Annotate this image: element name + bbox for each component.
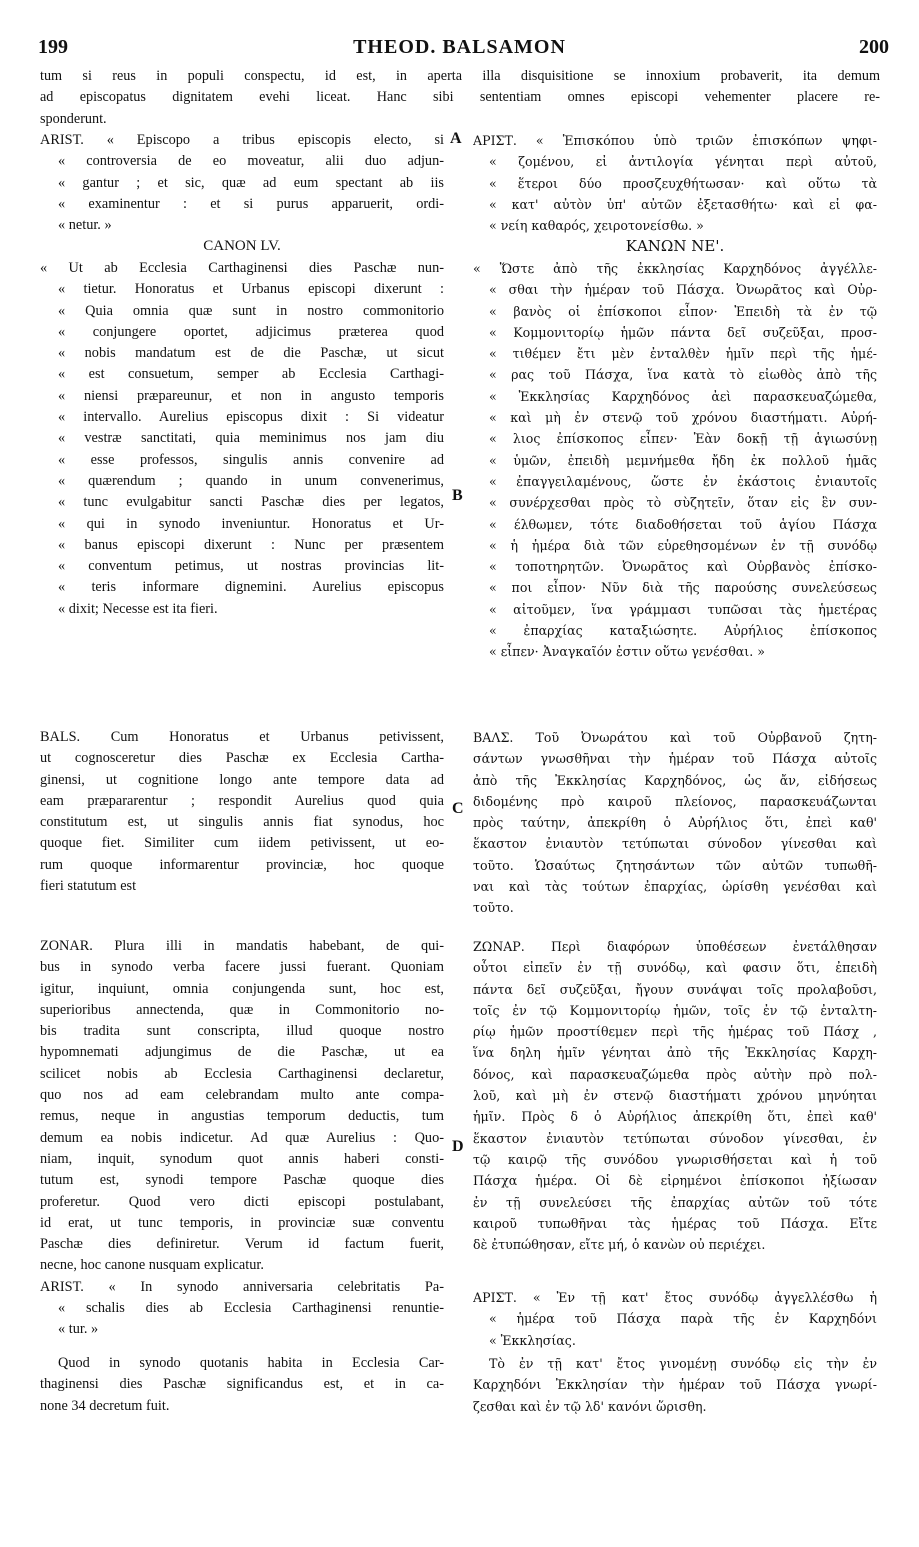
running-header [0, 36, 919, 62]
text-line: « conjungere oportet, adjicimus præterea quod [58, 323, 444, 340]
text-line: « Ἐκκλησίας. [489, 1332, 576, 1348]
text-line: ζεσθαι καὶ ἐν τῷ λδ' κανόνι ὥρισθη. [473, 1398, 707, 1414]
latin-arist-summary [40, 130, 444, 258]
text-line: fieri statutum est [40, 878, 137, 895]
text-line: ginensi, ut cognitione longo ante tempore data ad [40, 771, 444, 788]
text-line: necne, hoc canone nusquam explicatur. [40, 1257, 264, 1274]
text-line: « controversia de eo moveatur, alii duo adjun- [58, 153, 444, 170]
text-line: « ποι εἶπον· Νῦν διὰ τῆς παρούσης συνελεύσεως [489, 580, 877, 596]
text-line: ἀπὸ τῆς Ἐκκλησίας Καρχηδόνος, ὡς ἄν, εἰδήσεως [473, 772, 877, 788]
text-line: bus in synodo verba facere jussi fuerant. Quoniam [40, 959, 444, 976]
text-line: « κατ' αὐτὸν ὑπ' αὐτῶν ἐξετασθήτω· καὶ εἰ φα- [489, 196, 877, 212]
page-number-left: 199 [38, 36, 68, 58]
text-line: « tunc evulgabitur sancti Paschæ dies per legatos, [58, 494, 444, 511]
text-line: ARIST. « In synodo anniversaria celebritatis Pa- [40, 1278, 444, 1295]
text-line: « conventum petimus, ut nostras provincias lit- [58, 558, 444, 575]
text-line: Quod in synodo quotanis habita in Ecclesia Car- [58, 1355, 444, 1371]
text-line: remus, neque in angustias temporum deductis, tum [40, 1108, 444, 1125]
text-line: « ἕτεροι δύο προσζευχθήτωσαν· καὶ οὕτω τὰ [489, 175, 877, 191]
text-line: « σθαι τὴν ἡμέραν τοῦ Πάσχα. Ὀνωρᾶτος καὶ Οὐρ- [489, 282, 877, 298]
text-line: πάντα δεῖ συζεῦξαι, ἤγουν συνάψαι τοῖς προλαβοῦσι, [473, 981, 877, 997]
text-line: rum quoque informarentur provinciæ, hoc quoque [40, 856, 444, 873]
text-line: proferetur. Quod vero dicti episcopi postulabant, [40, 1193, 444, 1210]
text-line: « gantur ; et sic, quæ ad eum spectant ab iis [58, 174, 444, 191]
margin-letter-b: B [452, 487, 463, 504]
text-line: « ἐπαρχίας καταξιώσητε. Αὐρήλιος ἐπίσκοπος [489, 623, 877, 639]
text-line: « quærendum ; quando in unum convenerimus, [58, 472, 444, 489]
canon-heading-latin: CANON LV. [203, 238, 281, 255]
text-line: ut cognosceretur dies Paschæ ex Ecclesia Cartha- [40, 750, 444, 767]
text-line: ΑΡΙΣΤ. « Ἐν τῇ κατ' ἔτος συνόδῳ ἀγγελλέσθω ἡ [473, 1290, 877, 1305]
text-line: ἕκαστον ἐνιαυτὸν τετύπωται σύνοδον γίνεσθαι, ἐν [473, 1130, 877, 1146]
text-line: λοῦ, καὶ μὴ ἐν στενῷ διαστήματι χρόνου μηνύηται [473, 1088, 877, 1104]
text-line: « tur. » [58, 1321, 99, 1338]
text-line: « λιος ἐπίσκοπος εἶπεν· Ἐὰν δοκῇ τῇ ἁγιωσύνῃ [489, 431, 877, 447]
text-line: Paschæ dies definiretur. Verum id factum fuerit, [40, 1236, 444, 1253]
text-line: tutum est, synodi tempore Paschæ quoque dies [40, 1172, 444, 1189]
canon-heading-greek: ΚΑΝΩΝ ΝΕ'. [625, 237, 725, 256]
text-line: Καρχηδόνι Ἐκκλησίαν τὴν ἡμέραν τοῦ Πάσχα γνωρί- [473, 1377, 877, 1393]
latin-canon-text [40, 258, 444, 620]
text-line: « ἡ ἡμέρα διὰ τῶν εὑρεθησομένων ἐν τῇ συνόδῳ [489, 537, 877, 553]
text-line: « Quia omnia quæ sunt in nostro commonitorio [58, 302, 444, 319]
text-line: « Ut ab Ecclesia Carthaginensi dies Paschæ nun- [40, 260, 444, 276]
text-line: καιροῦ τυπωθῆναι τὰς ἡμέρας τοῦ Πάσχα. Εἴτε [473, 1215, 877, 1231]
greek-canon-text [473, 258, 877, 663]
text-line: sponderunt. [40, 110, 107, 127]
text-line: « αἰτοῦμεν, ἵνα γράμμασι τυπῶσαι τὰς ἡμετέρας [489, 601, 877, 617]
text-line: « niensi præpareunur, et non in angusto temporis [58, 387, 444, 404]
text-line: tum si reus in populi conspectu, id est, in aperta illa disquisitione se innoxium probaverit, ita demum [40, 68, 880, 84]
text-line: igitur, inquiunt, omnia conjungenda sunt, hoc est, [40, 980, 444, 997]
text-line: ad episcopatus dignitatem evehi liceat. Hanc sibi sententiam omnes episcopi vehementer placere re- [40, 89, 880, 106]
text-line: hypomnemati adjungimus de die Paschæ, ut ea [40, 1044, 444, 1061]
text-line: « vestræ sanctitati, quia meminimus nos jam diu [58, 430, 444, 447]
text-line: Τὸ ἐν τῇ κατ' ἔτος γινομένῃ συνόδῳ εἰς τὴν ἐν [489, 1356, 877, 1371]
text-line: τοῦτο. Ὡσαύτως ζητησάντων τῶν αὐτῶν τυπωθῆ- [473, 857, 877, 873]
text-line: thaginensi dies Paschæ significandus est, et in ca- [40, 1376, 444, 1393]
text-line: « συνέρχεσθαι πρὸς τὸ σὺζητεῖν, ὅταν εἰς ἓν συν- [489, 495, 877, 511]
text-line: ΒΑΛΣ. Τοῦ Ὀνωράτου καὶ τοῦ Οὐρβανοῦ ζητη- [473, 730, 877, 745]
text-line: « εἶπεν· Ἀναγκαῖόν ἐστιν οὕτω γενέσθαι. » [489, 644, 765, 660]
text-line: ἵνα δηλη ἡμῖν γένηται ἀπὸ τῆς Ἐκκλησίας Καρχη- [473, 1045, 877, 1061]
text-line: BALS. Cum Honoratus et Urbanus petivissent, [40, 729, 444, 745]
latin-zonaras-commentary [40, 936, 444, 1341]
text-line: « τοποτηρητῶν. Ὀνωρᾶτος καὶ Οὐρβανὸς ἐπίσκο- [489, 559, 877, 575]
text-line: « ἡμέρα τοῦ Πάσχα παρὰ τῆς ἐν Καρχηδόνι [489, 1311, 877, 1327]
text-line: « ὑμῶν, ἐπειδὴ μεμνήμεθα ἤδη ἐκ πολλοῦ ἡμᾶς [489, 452, 877, 468]
text-line: ZONAR. Plura illi in mandatis habebant, de qui- [40, 938, 444, 954]
text-line: διδομένης πρὸ καιροῦ πλείονος, παρασκευάζωνται [473, 793, 877, 809]
text-line: niam, inquit, synodum quot annis haberi consti- [40, 1150, 444, 1167]
text-line: ρίῳ ἡμῶν προστίθεμεν περὶ τῆς ἡμέρας τοῦ Πάσχ , [473, 1024, 877, 1040]
greek-final-note [473, 1353, 877, 1417]
text-line: ναι καὶ τὰς τούτων ἐπαρχίας, ὡρίσθη γενέσθαι καὶ [473, 879, 877, 895]
text-line: « ἐπαγγειλαμένους, ὥστε ἐν ἑκάστοις ἐνιαυτοῖς [489, 473, 877, 489]
text-line: id erat, ut tunc temporis, in provinciæ suæ conventu [40, 1214, 444, 1231]
text-line: « nobis mandatum est de die Paschæ, ut sicut [58, 345, 444, 362]
text-line: « τιθέμεν ἔτι μὲν ἐνταλθὲν ἡμῖν περὶ τῆς ἡμέ- [489, 346, 877, 362]
text-line: none 34 decretum fuit. [40, 1397, 170, 1414]
text-line: « ρας τοῦ Πάσχα, ἵνα κατὰ τὸ εἰωθὸς ἀπὸ τῆς [489, 367, 877, 383]
text-line: οὗτοι εἰπεῖν ἐν τῇ συνόδῳ, καὶ φασιν ὅτι, ἐπειδὴ [473, 960, 877, 976]
greek-zonaras-commentary [473, 936, 877, 1255]
greek-arist-summary [473, 130, 877, 256]
text-line: πρὸς ταύτην, ἀπεκρίθη ὁ Αὐρήλιος ὅτι, ἐπεὶ καθ' [473, 815, 877, 831]
text-line: « qui in synodo inveniuntur. Honoratus et Ur- [58, 515, 444, 532]
greek-arist-summary-2 [473, 1287, 877, 1351]
margin-letter-a: A [450, 130, 462, 147]
greek-balsamon-commentary [473, 727, 877, 919]
text-line: τῷ καιρῷ τῆς συνόδου γνωρισθήσεται καὶ ἡ τοῦ [473, 1151, 877, 1167]
margin-letter-c: C [452, 800, 464, 817]
text-line: ΖΩΝΑΡ. Περὶ διαφόρων ὑποθέσεων ἐνετάλθησαν [473, 939, 877, 954]
text-line: σάντων γνωσθῆναι τὴν ἡμέραν τοῦ Πάσχα αὐτοῖς [473, 751, 877, 767]
text-line: ἡμῖν. Πρὸς δ ὁ Αὐρήλιος ἀπεκρίθη ὅτι, ἐπεὶ καθ' [473, 1109, 877, 1125]
margin-letter-d: D [452, 1138, 464, 1155]
text-line: quoque fiet. Similiter cum iidem petivissent, ut eo- [40, 835, 444, 852]
text-line: δόνος, καὶ παρασκευαζώμεθα πρὸς αὐτὴν πρὸ πολ- [473, 1066, 877, 1082]
text-line: ἕκαστον ἐνιαυτὸν τετύπωται σύνοδον γίνεσθαι καὶ [473, 836, 877, 852]
text-line: « est consuetum, semper ab Ecclesia Carthagi- [58, 366, 444, 383]
text-line: superioribus annectenda, quæ in Commonitorio no- [40, 1001, 444, 1018]
text-line: τοῦτο. [473, 900, 514, 916]
text-line: « intervallo. Aurelius episcopus dixit : Si videatur [58, 409, 444, 426]
text-line: « καὶ μὴ ἐν στενῷ τοῦ χρόνου διαστήματι. Αὐρή- [489, 410, 877, 426]
text-line: « teris informare dignemini. Aurelius episcopus [58, 579, 444, 596]
text-line: « dixit; Necesse est ita fieri. [58, 600, 218, 617]
text-line: ARIST. « Episcopo a tribus episcopis electo, si [40, 132, 444, 148]
text-line: « netur. » [58, 217, 112, 234]
text-line: « νείη καθαρός, χειροτονείσθω. » [489, 218, 704, 234]
text-line: constitutum est, ut singulis annis fiat synodus, hoc [40, 814, 444, 831]
text-line: demum ea nobis indicetur. Ad quæ Aurelius : Quo- [40, 1129, 444, 1146]
latin-final-note [40, 1353, 444, 1417]
text-line: bis tradita sunt conscripta, illud quoque nostro [40, 1023, 444, 1040]
running-title: THEOD. BALSAMON [353, 36, 566, 58]
text-line: « Κομμονιτορίῳ ἡμῶν πάντα δεῖ συζεῦξαι, προσ- [489, 324, 877, 340]
text-line: τοῖς ἐν τῷ Κομμονιτορίῳ ἡμῶν, τοῖς ἐν τῷ ἐνταλτη- [473, 1002, 877, 1018]
text-line: ἐν τῇ συνελεύσει τῆς ἐπαρχίας αὐτῶν τοῦ τότε [473, 1194, 877, 1210]
text-line: quo nos ad eam celebrandam multo ante compa- [40, 1087, 444, 1104]
text-line: « Ὥστε ἀπὸ τῆς ἐκκλησίας Καρχηδόνος ἀγγέλλε- [473, 261, 877, 276]
text-line: scilicet nobis ab Ecclesia Carthaginensi declaretur, [40, 1065, 444, 1082]
text-line: « banus episcopi dixerunt : Nunc per præsentem [58, 536, 444, 553]
text-line: δὲ ἐτυπώθησαν, εἴτε μή, ὁ κανὼν οὐ περιέχει. [473, 1237, 766, 1253]
text-line: « schalis dies ab Ecclesia Carthaginensi renuntie- [58, 1300, 444, 1317]
text-line: ΑΡΙΣΤ. « Ἐπισκόπου ὑπὸ τριῶν ἐπισκόπων ψηφι- [473, 133, 877, 148]
text-line: « Ἐκκλησίας Καρχηδόνος ἀεὶ παρασκευαζώμεθα, [489, 388, 877, 404]
latin-balsamon-commentary [40, 727, 444, 897]
text-line: « tietur. Honoratus et Urbanus episcopi dixerunt : [58, 281, 444, 298]
text-line: « έλθωμεν, τότε διαδοθήσεται τοῦ ἁγίου Πάσχα [489, 516, 877, 532]
text-line: « ζομένου, εἰ ἀντιλογία γένηται περὶ αὐτοῦ, [489, 154, 877, 170]
page-number-right: 200 [859, 36, 889, 58]
text-line: eam præpararentur ; respondit Aurelius quod quia [40, 792, 444, 809]
intro-paragraph [40, 66, 880, 130]
text-line: « βανὸς οἱ ἐπίσκοποι εἶπον· Ἐπειδὴ τὰ ἐν τῷ [489, 303, 877, 319]
text-line: « examinentur : et si purus apparuerit, ordi- [58, 195, 444, 212]
text-line: « esse professos, singulis annis convenire ad [58, 451, 444, 468]
text-line: Πάσχα ἡμέρα. Οἱ δὲ εἰρημένοι ἐπίσκοποι ἠξίωσαν [473, 1173, 877, 1189]
